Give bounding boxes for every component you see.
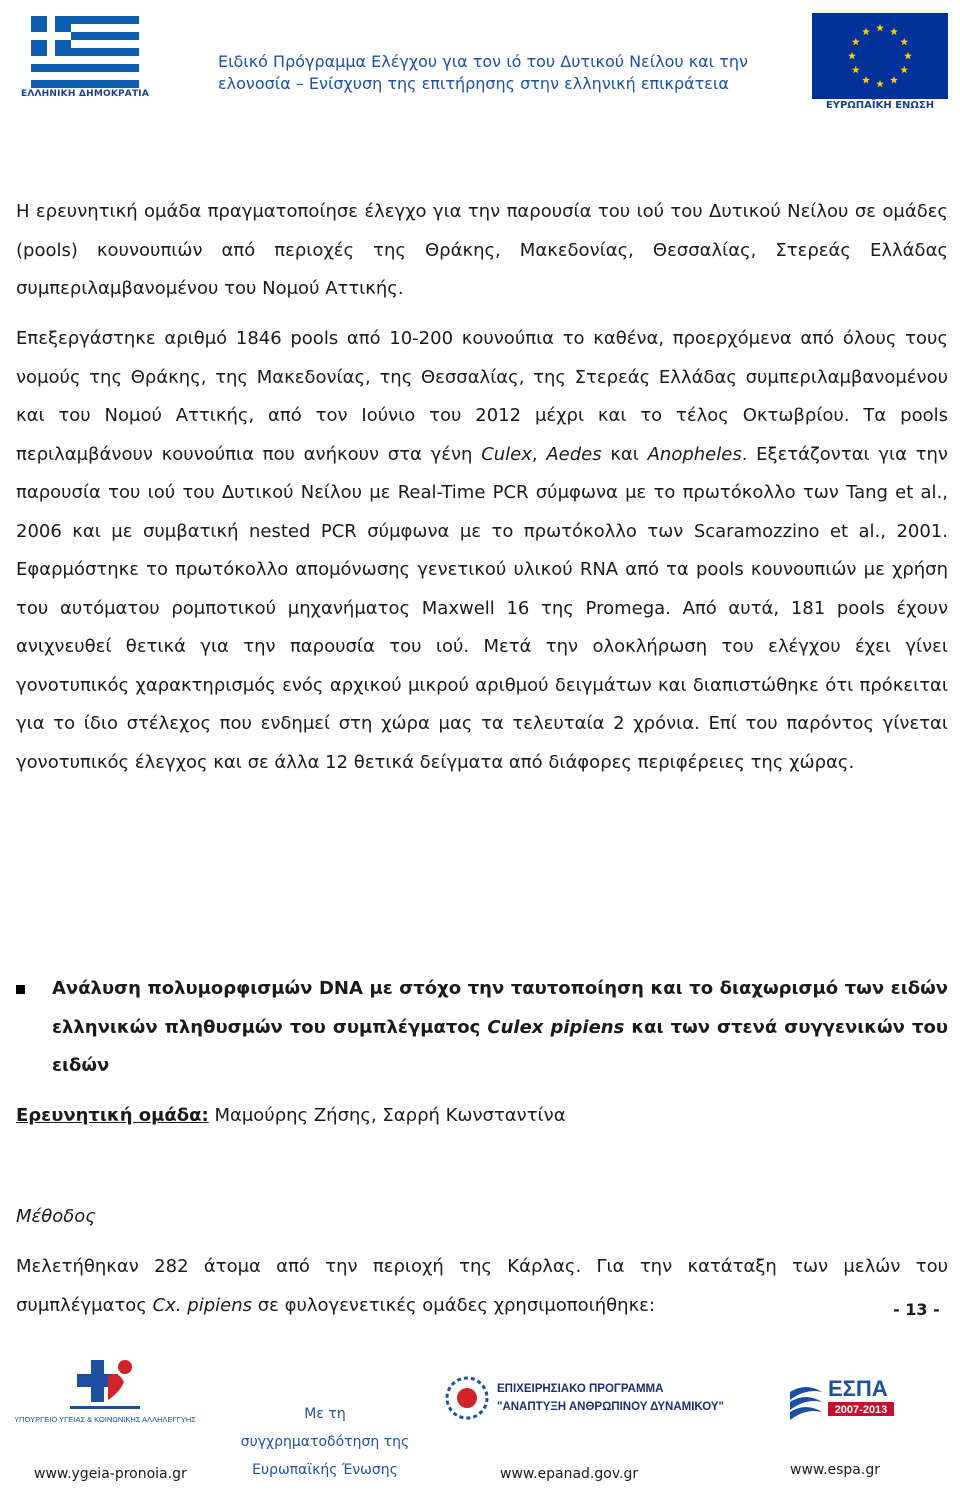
cofund-line3: Ευρωπαϊκής Ένωσης <box>252 1462 398 1478</box>
text-run: σε φυλογενετικές ομάδες χρησιμοποιήθηκε: <box>252 1294 655 1316</box>
paragraph-pools-analysis <box>16 320 948 782</box>
greek-republic-caption: ΕΛΛΗΝΙΚΗ ΔΗΜΟΚΡΑΤΙΑ <box>20 89 150 99</box>
bullet-square-icon <box>16 985 25 994</box>
text-run: και των στενά συγγενικών του ειδών <box>52 1016 948 1076</box>
cofund-line2: συγχρηματοδότηση της <box>240 1434 410 1450</box>
ministry-url: www.ygeia-pronoia.gr <box>34 1466 187 1482</box>
ministry-logo-text: ΥΠΟΥΡΓΕΙΟ ΥΓΕΙΑΣ & ΚΟΙΝΩΝΙΚΗΣ ΑΛΛΗΛΕΓΓΥΗΣ <box>14 1415 196 1424</box>
research-team-members: Μαμούρης Ζήσης, Σαρρή Κωνσταντίνα <box>208 1105 566 1126</box>
cofund-line1: Με τη <box>304 1406 346 1422</box>
epanad-url: www.epanad.gov.gr <box>500 1466 639 1482</box>
text-run: Cx. pipiens <box>152 1294 252 1316</box>
espa-title: ΕΣΠΑ <box>828 1376 888 1401</box>
page-number: - 13 - <box>893 1300 940 1319</box>
ministry-of-health-logo <box>14 1358 196 1444</box>
research-team-line <box>16 1097 566 1136</box>
operational-programme-logo <box>445 1368 724 1428</box>
ep-logo-line1: ΕΠΙΧΕΙΡΗΣΙΑΚΟ ΠΡΟΓΡΑΜΜΑ <box>497 1383 664 1395</box>
text-run: , <box>531 443 547 465</box>
ep-logo-line2: "ΑΝΑΠΤΥΞΗ ΑΝΘΡΩΠΙΝΟΥ ΔΥΝΑΜΙΚΟΥ" <box>497 1401 724 1413</box>
eu-flag-icon <box>812 13 948 99</box>
greek-flag-icon <box>18 16 152 88</box>
method-title: Μέθοδος <box>16 1206 96 1227</box>
text-run: Επεξεργάστηκε αριθμό 1846 pools από 10-200 κουνούπια το καθένα, προερχόμενα από όλους τους νομούς της Θράκης, της Μακεδονίας, της Θεσσαλίας, της Στερεάς Ελλάδας συμπεριλαμβανομένου και του Νομού Αττικής, από τον Ιούνιο του 2012 μέχρι και το τέλος Οκτωβρίου. Τα pools περιλαμβάνουν κουνούπια που ανήκουν στα γένη <box>16 328 948 465</box>
text-run: Culex <box>481 443 532 465</box>
eu-caption: ΕΥΡΩΠΑΪΚΗ ΕΝΩΣΗ <box>825 100 935 111</box>
text-run: Anopheles <box>647 443 742 465</box>
eu-cofunding-text <box>230 1400 420 1484</box>
espa-years: 2007-2013 <box>834 1404 888 1416</box>
section-heading-dna-analysis <box>52 970 948 1086</box>
text-run: Ανάλυση πολυμορφισμών DNA με στόχο την ταυτοποίηση και το διαχωρισμό των ειδών ελληνικών πληθυσμών του συμπλέγματος <box>52 978 948 1038</box>
espa-url: www.espa.gr <box>790 1462 880 1478</box>
text-run: Aedes <box>546 443 602 465</box>
program-title-line1: Ειδικό Πρόγραμμα Ελέγχου για τον ιό του Δυτικού Νείλου και την <box>218 52 748 71</box>
text-run: και <box>601 443 648 465</box>
research-team-label: Ερευνητική ομάδα: <box>16 1105 209 1126</box>
paragraph-method <box>16 1248 948 1325</box>
program-title-line2: ελονοσία – Ενίσχυση της επιτήρησης στην ελληνική επικράτεια <box>218 74 729 93</box>
text-run: Culex pipiens <box>487 1016 625 1038</box>
text-run: Μελετήθηκαν 282 άτομα από την περιοχή της Κάρλας. Για την κατάταξη των μελών του συμπλέγματος <box>16 1256 948 1316</box>
text-run: . Εξετάζονται για την παρουσία του ιού του Δυτικού Νείλου με Real-Time PCR σύμφωνα με το πρωτόκολλο των Tang et al., 2006 και με συμβατική nested PCR σύμφωνα με το πρωτόκολλο των Scaramozzino et al., 2001. Εφαρμόστηκε το πρωτόκολλο απομόνωσης γενετικού υλικού RNA από τα pools κουνουπιών με χρήση του αυτόματου ρομποτικού μηχανήματος Maxwell 16 της Promega. Από αυτά, 181 pools έχουν ανιχνευθεί θετικά για την παρουσία του ιού. Μετά την ολοκλήρωση του ελέγχου έχει γίνει γονοτυπικός χαρακτηρισμός ενός αρχικού μικρού αριθμού δειγμάτων και διαπιστώθηκε ότι πρόκειται για το ίδιο στέλεχος που ενδημεί στη χώρα μας τα τελευταία 2 χρόνια. Επί του παρόντος γίνεται γονοτυπικός έλεγχος και σε άλλα 12 θετικά δείγματα από διάφορες περιφέρειες της χώρας. <box>16 443 948 773</box>
espa-logo <box>786 1368 898 1430</box>
paragraph-surveillance-intro: Η ερευνητική ομάδα πραγματοποίησε έλεγχο για την παρουσία του ιού του Δυτικού Νείλου σε ομάδες (pools) κουνουπιών από περιοχές της Θράκης, Μακεδονίας, Θεσσαλίας, Στερεάς Ελλάδας συμπεριλαμβανομένου του Νομού Αττικής. <box>16 201 948 299</box>
